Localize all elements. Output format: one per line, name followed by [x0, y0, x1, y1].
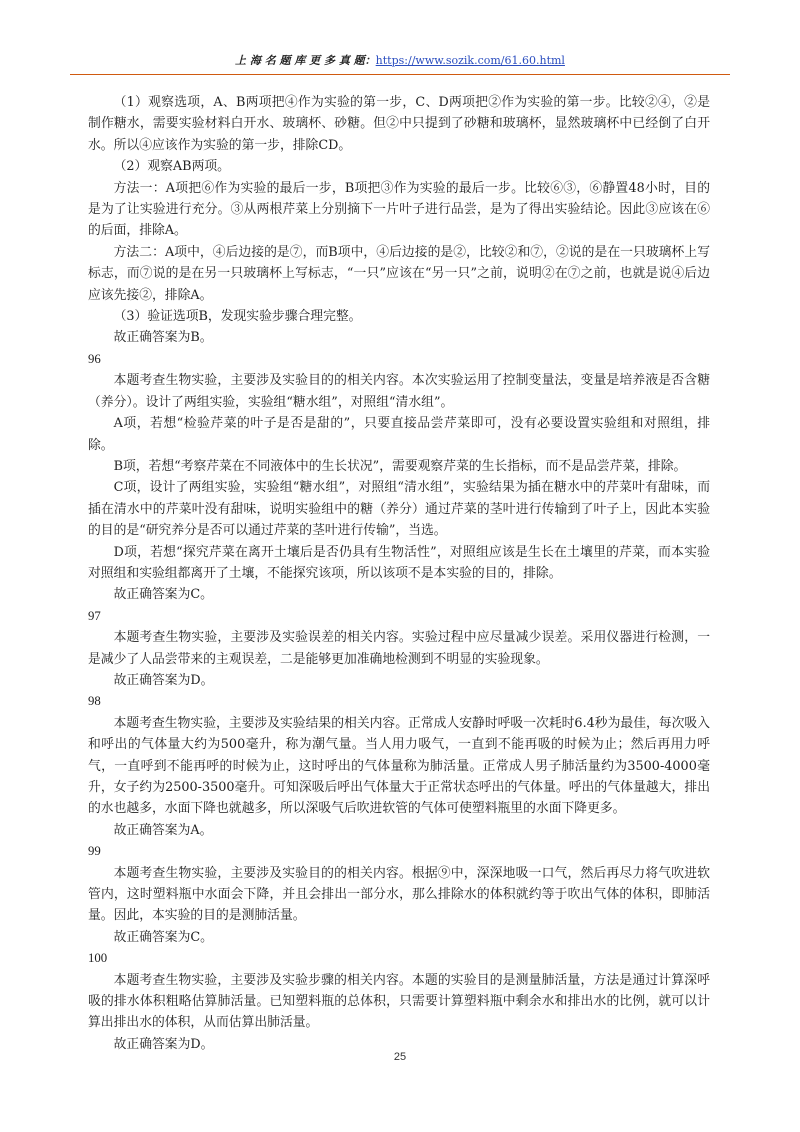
- paragraph: （2）观察AB两项。: [113, 159, 230, 175]
- paragraph: D项，若想“探究芹菜在离开土壤后是否仍具有生物活性”，对照组应该是生长在土壤里的芹菜，而本实验对照组和实验组都离开了土壤，不能探究该项，所以该项不是本实验的目的，排除。: [88, 544, 710, 581]
- paragraph: 本题考查生物实验，主要涉及实验步骤的相关内容。本题的实验目的是测量肺活量，方法是通过计算深呼吸的排水体积粗略估算肺活量。已知塑料瓶的总体积，只需要计算塑料瓶中剩余水和排出水的比例，就可以计算出排出水的体积，从而估算出肺活量。: [88, 972, 710, 1031]
- page-number: 25: [393, 1051, 407, 1063]
- paragraph: B项，若想“考察芹菜在不同液体中的生长状况”，需要观察芹菜的生长指标，而不是品尝芹菜，排除。: [113, 458, 687, 474]
- document-body: [88, 92, 710, 1055]
- paragraph: A项，若想“检验芹菜的叶子是否是甜的”，只要直接品尝芹菜即可，没有必要设置实验组和对照组，排除。: [88, 416, 710, 453]
- paragraph: 故正确答案为D。: [113, 1036, 214, 1052]
- paragraph: 故正确答案为C。: [113, 929, 213, 945]
- question-number: 100: [88, 951, 108, 966]
- paragraph: 故正确答案为C。: [113, 587, 213, 603]
- paragraph: （1）观察选项，A、B两项把④作为实验的第一步，C、D两项把②作为实验的第一步。比较②④，②是制作糖水，需要实验材料白开水、玻璃杯、砂糖。但②中只提到了砂糖和玻璃杯，显然玻璃杯中已经倒了白开水。所以④应该作为实验的第一步，排除CD。: [88, 95, 710, 153]
- question-number: 99: [88, 844, 101, 859]
- page-header: [0, 52, 800, 72]
- paragraph: 本题考查生物实验，主要涉及实验目的的相关内容。本次实验运用了控制变量法，变量是培养液是否含糖（养分）。设计了两组实验，实验组“糖水组”，对照组“清水组”。: [88, 373, 710, 410]
- question-number: 98: [88, 694, 101, 709]
- paragraph: （3）验证选项B，发现实验步骤合理完整。: [113, 309, 362, 325]
- paragraph: 本题考查生物实验，主要涉及实验结果的相关内容。正常成人安静时呼吸一次耗时6.4秒为最佳，每次吸入和呼出的气体量大约为500毫升，称为潮气量。当人用力吸气，一直到不能再吸的时候为止；然后再用力呼气，一直呼到不能再呼的时候为止，这时呼出的气体量称为肺活量。正常成人男子肺活量约为3500-4000毫升，女子约为2500-3500毫升。可知深吸后呼出气体量大于正常状态呼出的气体量。呼出的气体量越大，排出的水也越多，水面下降也就越多，所以深吸气后吹进软管的气体可使塑料瓶里的水面下降更多。: [88, 715, 710, 817]
- paragraph: C项，设计了两组实验，实验组“糖水组”，对照组“清水组”，实验结果为插在糖水中的芹菜叶有甜味，而插在清水中的芹菜叶没有甜味，说明实验组中的糖（养分）通过芹菜的茎叶进行传输到了叶子上，因此本实验的目的是“研究养分是否可以通过芹菜的茎叶进行传输”，当选。: [88, 480, 710, 539]
- paragraph: 故正确答案为B。: [113, 330, 213, 346]
- paragraph: 故正确答案为A。: [113, 822, 213, 838]
- header-divider: [70, 74, 730, 75]
- paragraph: 本题考查生物实验，主要涉及实验目的的相关内容。根据⑨中，深深地吸一口气，然后再尽力将气吹进软管内，这时塑料瓶中水面会下降，并且会排出一部分水，那么排除水的体积就约等于吹出气体的体积，即肺活量。因此，本实验的目的是测肺活量。: [88, 865, 710, 924]
- header-label: 上 海 名 题 库 更 多 真 题：: [235, 54, 376, 67]
- paragraph: 故正确答案为D。: [113, 672, 214, 688]
- question-number: 96: [88, 351, 101, 366]
- question-number: 97: [88, 608, 101, 623]
- paragraph: 方法二：A项中，④后边接的是⑦，而B项中，④后边接的是②，比较②和⑦，②说的是在一只玻璃杯上写标志，而⑦说的是在另一只玻璃杯上写标志，“一只”应该在“另一只”之前，说明②在⑦之前，也就是说④后边应该先接②，排除A。: [88, 244, 710, 303]
- paragraph: 本题考查生物实验，主要涉及实验误差的相关内容。实验过程中应尽量减少误差。采用仪器进行检测，一是减少了人品尝带来的主观误差，二是能够更加准确地检测到不明显的实验现象。: [88, 630, 710, 667]
- paragraph: 方法一：A项把⑥作为实验的最后一步，B项把③作为实验的最后一步。比较⑥③，⑥静置48小时，目的是为了让实验进行充分。③从两根芹菜上分别摘下一片叶子进行品尝，是为了得出实验结论。因此③应该在⑥的后面，排除A。: [88, 180, 710, 239]
- header-link[interactable]: https://www.sozik.com/61.60.html: [375, 54, 565, 67]
